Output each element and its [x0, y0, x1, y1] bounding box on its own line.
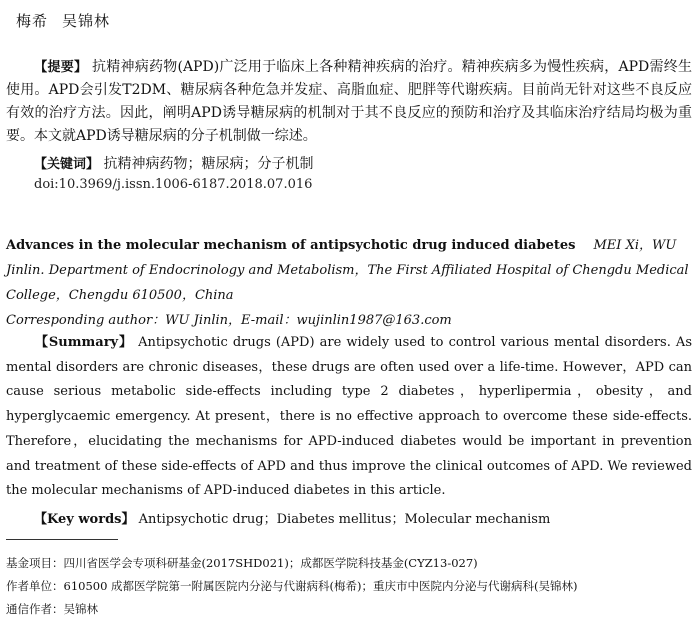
abstract-text: 抗精神病药物(APD)广泛用于临床上各种精神疾病的治疗。精神疾病多为慢性疾病，APD需终生使用。APD会引发T2DM、糖尿病各种危急并发症、高脂血症、肥胖等代谢疾病。目前尚无针对这些不良反应有效的治疗方法。因此，阐明APD诱导糖尿病的机制对于其不良反应的预防和治疗及其临床治疗结局均极为重要。本文就APD诱导糖尿病的分子机制做一综述。: [6, 59, 692, 144]
author-name: 梅希: [16, 12, 49, 30]
corresponding-author: Corresponding author：WU Jinlin，E-mail：wujinlin1987@163.com: [6, 313, 452, 328]
keywords-label-english: 【Key words】: [34, 512, 135, 527]
footnote-corresponding: 通信作者：吴锦林: [6, 602, 98, 616]
keywords-chinese: [34, 153, 313, 173]
english-title: Advances in the molecular mechanism of antipsychotic drug induced diabetes: [6, 238, 576, 253]
footnote-divider: [6, 539, 118, 540]
english-header: [6, 233, 694, 333]
keywords-english: [34, 508, 550, 527]
keywords-text-english: Antipsychotic drug；Diabetes mellitus；Molecular mechanism: [138, 512, 551, 527]
keywords-text: 抗精神病药物；糖尿病；分子机制: [103, 156, 314, 172]
keywords-label: 【关键词】: [34, 157, 100, 172]
footnote-funding: 基金项目：四川省医学会专项科研基金(2017SHD021)；成都医学院科技基金(CYZ13-027): [6, 556, 478, 570]
english-authors: MEI Xi，WU Jinlin.: [6, 238, 677, 278]
footnote-affiliation: 作者单位：610500 成都医学院第一附属医院内分泌与代谢病科(梅希)；重庆市中医院内分泌与代谢病科(吴锦林): [6, 579, 578, 593]
author-name: 吴锦林: [62, 12, 111, 30]
summary-text: Antipsychotic drugs (APD) are widely used to control various mental disorders. As mental disorders are chronic diseases，these drugs are often used over a life-time. However，APD can cause serious metabolic side-effects including type 2 diabetes，hyperlipermia，obesity，and hyperglycaemic emergency. At present，there is no effective approach to overcome these side-effects. Therefore，elucidating the mechanisms for APD-induced diabetes would be important in prevention and treatment of these side-effects of APD and thus improve the clinical outcomes of APD. We reviewed the molecular mechanisms of APD-induced diabetes in this article.: [6, 335, 692, 499]
abstract-label: 【提要】: [34, 60, 88, 75]
english-summary: [6, 331, 692, 504]
authors-chinese: [16, 10, 110, 31]
doi: doi:10.3969/j.issn.1006-6187.2018.07.016: [34, 177, 313, 192]
summary-label: 【Summary】: [34, 335, 134, 350]
abstract-chinese: [6, 56, 692, 148]
english-affiliation: Department of Endocrinology and Metabolism，The First Affiliated Hospital of Chengdu Medical College，Chengdu 610500，China: [6, 263, 689, 303]
